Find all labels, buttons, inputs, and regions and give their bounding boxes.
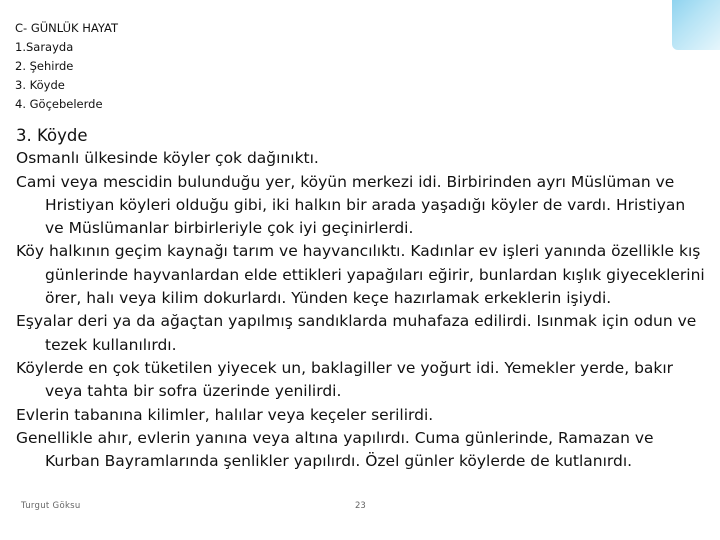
paragraph-2: Cami veya mescidin bulunduğu yer, köyün merkezi idi. Birbirinden ayrı Müslüman ve Hristiyan köyleri olduğu gibi, iki halkın bir arada yaşadığı köyler de vardı. Hristiyan ve Müslümanlar birbirleriyle çok iyi geçinirlerdi. — [16, 172, 686, 238]
paragraph-5: Köylerde en çok tüketilen yiyecek un, baklagiller ve yoğurt idi. Yemekler yerde, bakır veya tahta bir sofra üzerinde yenilirdi. — [16, 358, 674, 401]
paragraph-6: Evlerin tabanına kilimler, halılar veya keçeler serilirdi. — [16, 405, 434, 424]
section-heading: 3. Köyde — [16, 126, 88, 145]
section-content — [16, 124, 706, 473]
toc-title: C- GÜNLÜK HAYAT — [15, 21, 118, 35]
paragraph-1: Osmanlı ülkesinde köyler çok dağınıktı. — [16, 149, 319, 168]
footer-author: Turgut Göksu — [21, 501, 81, 511]
toc-item-4: 4. Göçebelerde — [15, 97, 103, 111]
page-number: 23 — [355, 501, 366, 511]
toc-item-3: 3. Köyde — [15, 78, 65, 92]
table-of-contents — [15, 19, 118, 114]
paragraph-7: Genellikle ahır, evlerin yanına veya altına yapılırdı. Cuma günlerinde, Ramazan ve Kurban Bayramlarında şenlikler yapılırdı. Özel günler köylerde de kutlanırdı. — [16, 428, 654, 471]
corner-decoration — [672, 0, 720, 50]
paragraph-3: Köy halkının geçim kaynağı tarım ve hayvancılıktı. Kadınlar ev işleri yanında özellikle kış günlerinde hayvanlardan elde ettikleri yapağıları eğirir, bunlardan kışlık giyeceklerini örer, halı veya kilim dokurlardı. Yünden keçe hazırlamak erkeklerin işiydi. — [16, 242, 705, 308]
toc-item-1: 1.Sarayda — [15, 40, 74, 54]
toc-item-2: 2. Şehirde — [15, 59, 74, 73]
paragraph-4: Eşyalar deri ya da ağaçtan yapılmış sandıklarda muhafaza edilirdi. Isınmak için odun ve tezek kullanılırdı. — [16, 312, 697, 354]
